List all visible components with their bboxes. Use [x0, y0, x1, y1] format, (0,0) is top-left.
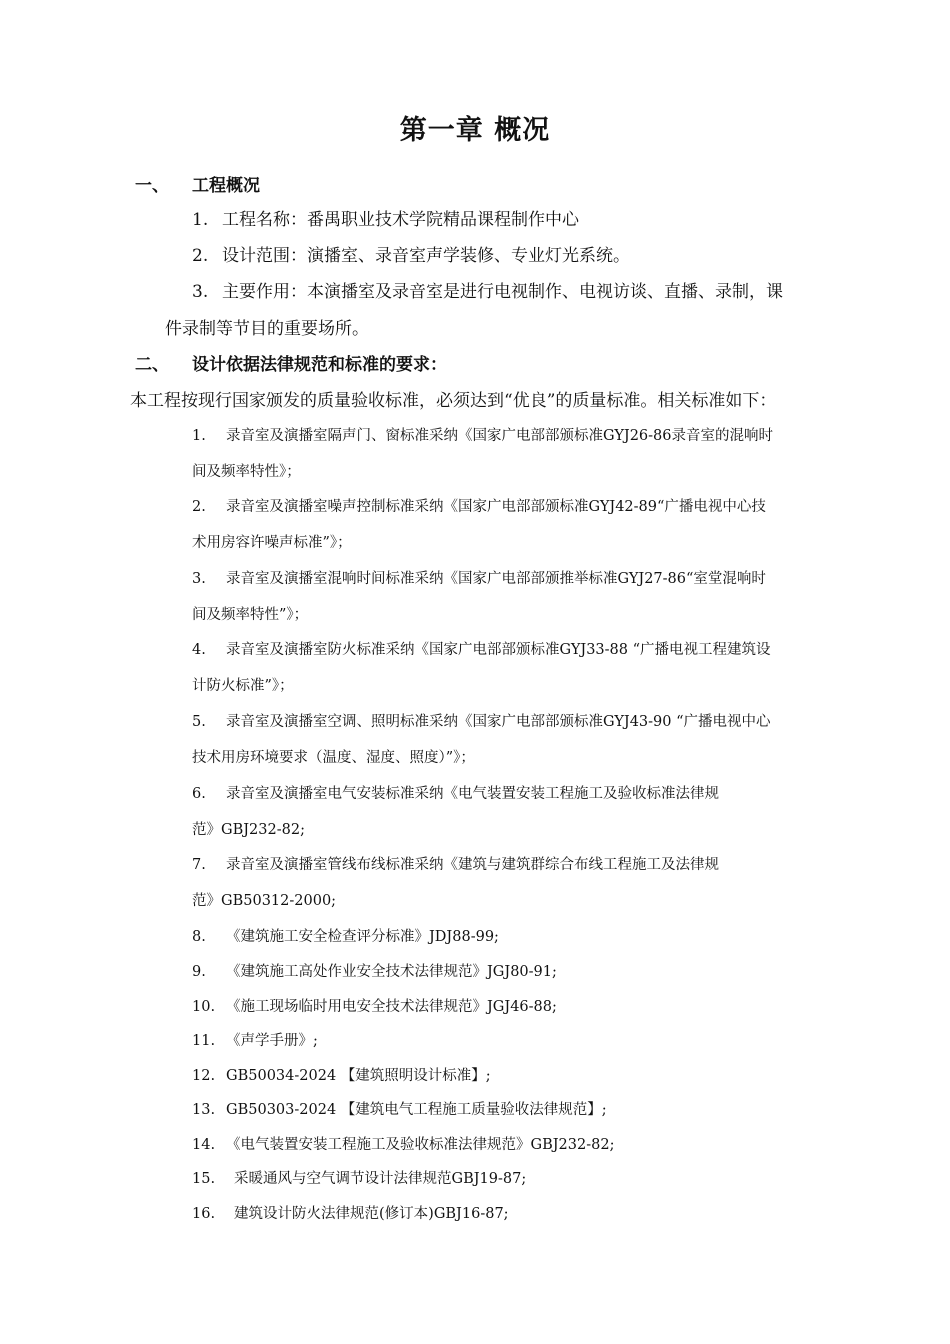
item-text: 设计范围：演播室、录音室声学装修、专业灯光系统。 [222, 246, 630, 266]
item-text: 工程名称：番禺职业技术学院精品课程制作中心 [222, 210, 579, 230]
item-number: 7. [192, 857, 206, 873]
item-number: 1. [192, 428, 206, 444]
item-number: 4. [192, 642, 206, 658]
standard-item [192, 638, 771, 659]
item-text: 录音室及演播室空调、照明标准采纳《国家广电部部颁标准GYJ43-90 “广播电视中心 [226, 714, 771, 730]
standard-item [192, 710, 771, 731]
standard-item [192, 1202, 509, 1223]
standard-item [192, 1167, 526, 1188]
section-title: 设计依据法律规范和标准的要求： [192, 355, 447, 375]
item-number: 13. [192, 1102, 216, 1118]
item-number: 9. [192, 964, 206, 980]
item-text: 录音室及演播室隔声门、窗标准采纳《国家广电部部颁标准GYJ26-86录音室的混响时 [226, 428, 774, 444]
item-text: 录音室及演播室混响时间标准采纳《国家广电部部颁推举标准GYJ27-86“室堂混响时 [226, 571, 766, 587]
item-text: 录音室及演播室电气安装标准采纳《电气装置安装工程施工及验收标准法律规 [226, 786, 719, 802]
page-title: 第一章 概况 [399, 115, 551, 146]
item-text: 主要作用：本演播室及录音室是进行电视制作、电视访谈、直播、录制，课 [222, 282, 783, 302]
item-text: GB50034-2024 【建筑照明设计标准】; [226, 1068, 491, 1084]
item-text: 录音室及演播室噪声控制标准采纳《国家广电部部颁标准GYJ42-89“广播电视中心技 [226, 499, 766, 515]
intro-paragraph: 本工程按现行国家颁发的质量验收标准，必须达到“优良”的质量标准。相关标准如下： [130, 391, 777, 411]
section-title: 工程概况 [192, 176, 260, 196]
item-continuation: 计防火标准”》； [192, 678, 294, 694]
standard-item [192, 995, 557, 1016]
item-number: 15. [192, 1171, 216, 1187]
item-text: 《建筑施工安全检查评分标准》JDJ88-99; [226, 929, 499, 945]
item-number: 16. [192, 1206, 216, 1222]
item-number: 8. [192, 929, 206, 945]
item-continuation: 件录制等节目的重要场所。 [165, 319, 369, 339]
item-text: 建筑设计防火法律规范(修订本)GBJ16-87; [234, 1206, 509, 1222]
overview-item [192, 205, 579, 230]
standard-item [192, 424, 773, 445]
standard-item [192, 925, 499, 946]
item-continuation: 间及频率特性”》； [192, 607, 309, 623]
standard-item [192, 960, 557, 981]
item-continuation: 技术用房环境要求（温度、湿度、照度）”》； [192, 750, 475, 766]
item-continuation: 范》GB50312-2000; [192, 893, 337, 909]
standard-item [192, 1133, 614, 1154]
standard-item [192, 1029, 318, 1050]
item-text: 录音室及演播室管线布线标准采纳《建筑与建筑群综合布线工程施工及法律规 [226, 857, 719, 873]
item-number: 2. [192, 246, 209, 266]
item-number: 1. [192, 210, 209, 230]
item-number: 6. [192, 786, 206, 802]
section-heading-1 [135, 171, 260, 196]
item-number: 3. [192, 571, 206, 587]
item-number: 3. [192, 282, 209, 302]
item-text: 《声学手册》; [226, 1033, 318, 1049]
item-continuation: 术用房容许噪声标准”》； [192, 535, 352, 551]
section-heading-2 [135, 350, 447, 375]
item-continuation: 间及频率特性》； [192, 464, 301, 480]
section-number: 一、 [135, 176, 169, 196]
item-number: 2. [192, 499, 206, 515]
item-number: 11. [192, 1033, 216, 1049]
item-number: 12. [192, 1068, 216, 1084]
item-text: GB50303-2024 【建筑电气工程施工质量验收法律规范】; [226, 1102, 607, 1118]
item-number: 10. [192, 999, 216, 1015]
overview-item [192, 277, 783, 302]
standard-item [192, 853, 719, 874]
standard-item [192, 495, 766, 516]
item-text: 《建筑施工高处作业安全技术法律规范》JGJ80-91; [226, 964, 557, 980]
item-text: 采暖通风与空气调节设计法律规范GBJ19-87; [234, 1171, 527, 1187]
standard-item [192, 1098, 607, 1119]
item-continuation: 范》GBJ232-82; [192, 822, 305, 838]
item-number: 14. [192, 1137, 216, 1153]
item-number: 5. [192, 714, 206, 730]
item-text: 《施工现场临时用电安全技术法律规范》JGJ46-88; [226, 999, 557, 1015]
overview-item [192, 241, 630, 266]
standard-item [192, 567, 766, 588]
item-text: 《电气装置安装工程施工及验收标准法律规范》GBJ232-82; [226, 1137, 615, 1153]
standard-item [192, 1064, 491, 1085]
section-number: 二、 [135, 355, 169, 375]
item-text: 录音室及演播室防火标准采纳《国家广电部部颁标准GYJ33-88 “广播电视工程建筑设 [226, 642, 771, 658]
standard-item [192, 782, 719, 803]
